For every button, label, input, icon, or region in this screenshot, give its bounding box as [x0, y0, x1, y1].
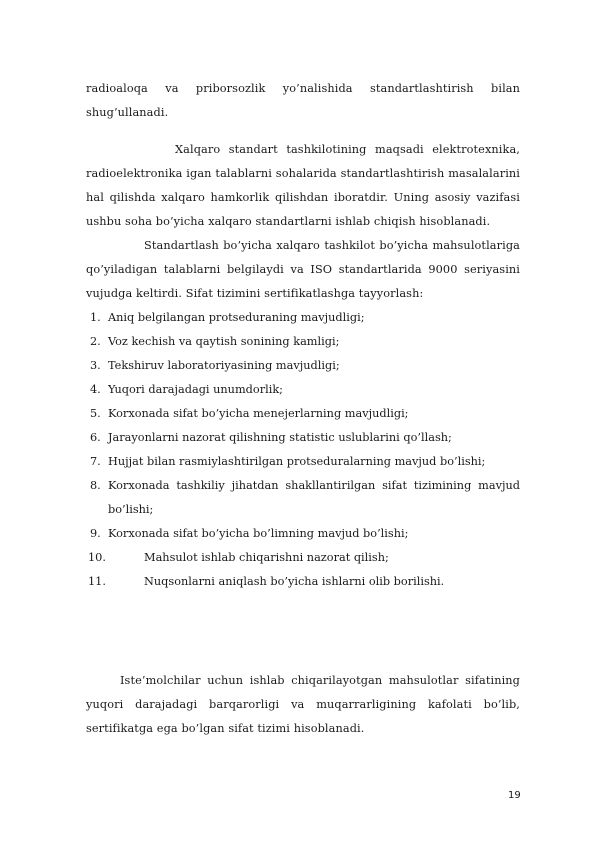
list-text: Voz kechish va qaytish sonining kamligi; — [108, 335, 340, 348]
list-number: 4. — [90, 383, 101, 396]
list-number: 7. — [90, 455, 101, 468]
paragraph-conclusion: Iste’molchilar uchun ishlab chiqarilayotgan mahsulotlar sifatining yuqori darajadagi barqarorligi va muqarrarligining kafolati bo’lib, sertifikatga ega bo’lgan sifat tizimi hisoblanadi. — [86, 674, 520, 735]
list-number: 5. — [90, 407, 101, 420]
list-text: Nuqsonlarni aniqlash bo’yicha ishlarni olib borilishi. — [144, 575, 445, 588]
paragraph-intro: radioaloqa va priborsozlik yo’nalishida standartlashtirish bilan shug’ullanadi. — [86, 82, 520, 119]
paragraph-iec: Xalqaro standart tashkilotining maqsadi elektrotexnika, radioelektronika igan talablarni sohalarida standartlashtirish masalalarini hal qilishda xalqaro hamkorlik qilishdan iboratdir. Uning asosiy vazifasi ushbu soha bo’yicha xalqaro standartlarni ishlab chiqish hisoblanadi. — [86, 143, 520, 228]
list-item — [86, 450, 520, 474]
page-number: 19 — [508, 790, 521, 801]
list-text: Hujjat bilan rasmiylashtirilgan protseduralarning mavjud bo’lishi; — [108, 455, 486, 468]
list-number: 9. — [90, 527, 101, 540]
list-item — [86, 570, 520, 594]
list-item — [86, 546, 520, 570]
list-number: 6. — [90, 431, 101, 444]
list-text: Korxonada sifat bo’yicha menejerlarning mavjudligi; — [108, 407, 409, 420]
list-item — [86, 402, 520, 426]
list-text: Korxonada sifat bo’yicha bo’limning mavjud bo’lishi; — [108, 527, 409, 540]
list-number: 8. — [90, 479, 101, 492]
list-item — [86, 426, 520, 450]
list-text: Tekshiruv laboratoriyasining mavjudligi; — [108, 359, 340, 372]
list-text: Aniq belgilangan protseduraning mavjudligi; — [108, 311, 365, 324]
list-item — [86, 306, 520, 330]
list-text: Korxonada tashkiliy jihatdan shakllantirilgan sifat tizimining mavjud bo’lishi; — [108, 479, 520, 516]
list-number: 3. — [90, 359, 101, 372]
list-number: 1. — [90, 311, 101, 324]
paragraph-iso: Standartlash bo’yicha xalqaro tashkilot bo’yicha mahsulotlariga qo’yiladigan talablarni belgilaydi va ISO standartlarida 9000 seriyasini vujudga keltirdi. Sifat tizimini sertifikatlashga tayyorlash: — [86, 239, 520, 300]
list-text: Mahsulot ishlab chiqarishni nazorat qilish; — [144, 551, 389, 564]
list-item — [86, 354, 520, 378]
list-item — [86, 330, 520, 354]
list-item — [86, 378, 520, 402]
list-number: 11. — [88, 575, 106, 588]
list-text: Yuqori darajadagi unumdorlik; — [108, 383, 283, 396]
list-item — [86, 474, 520, 522]
list-text: Jarayonlarni nazorat qilishning statistic uslublarini qo’llash; — [108, 431, 452, 444]
list-number: 10. — [88, 551, 106, 564]
requirements-list — [86, 306, 520, 594]
list-item — [86, 522, 520, 546]
list-number: 2. — [90, 335, 101, 348]
